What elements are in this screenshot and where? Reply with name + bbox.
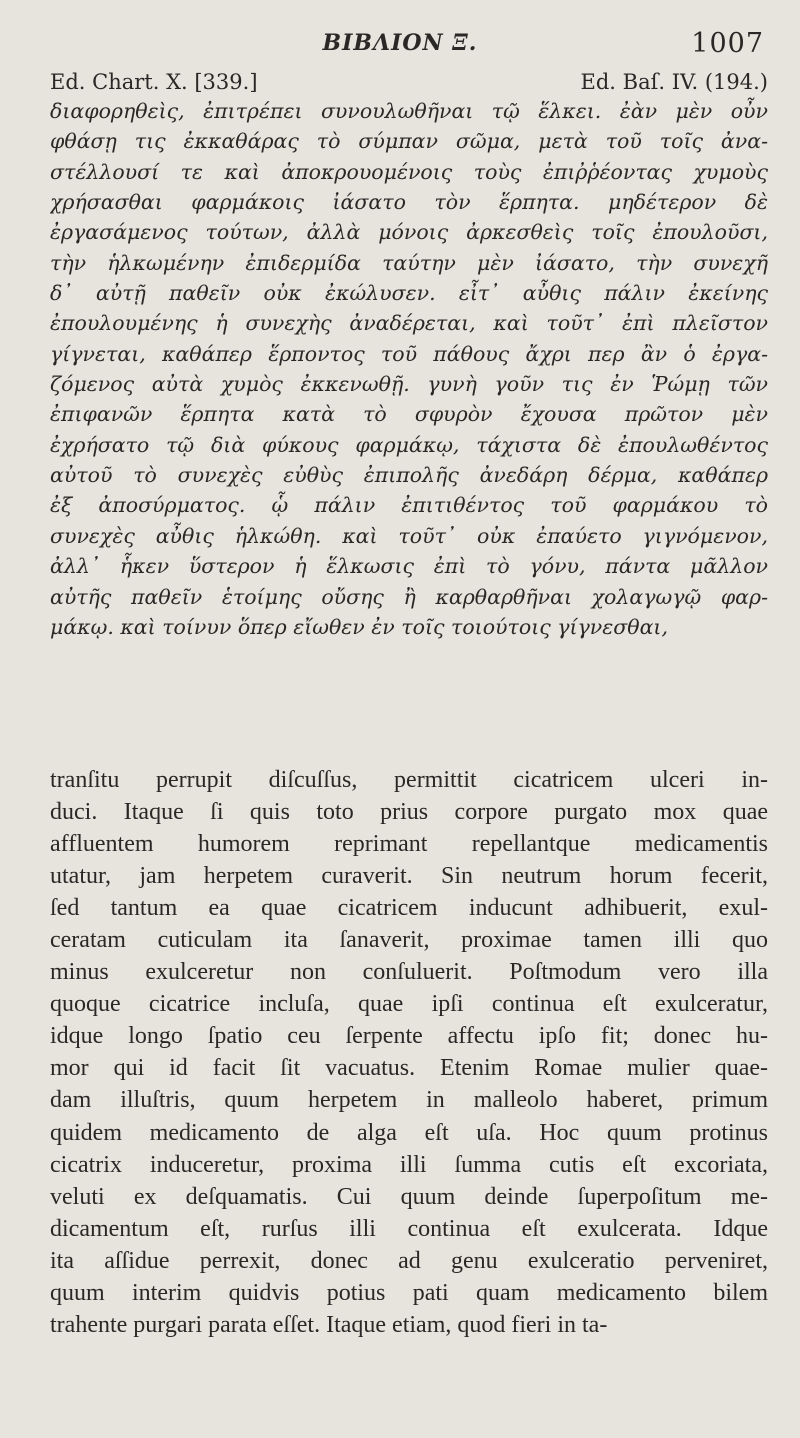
greek-text-line: φθάσῃ τις ἐκκαθάρας τὸ σύμπαν σῶμα, μετὰ τοῦ τοῖς ἀνα-: [50, 129, 768, 154]
latin-text-line: idque longo ſpatio ceu ſerpente affectu ipſo fit; donec hu-: [50, 1023, 768, 1050]
latin-text-block: [50, 764, 768, 1341]
latin-text-line: dicamentum eſt, rurſus illi continua eſt exulcerata. Idque: [50, 1215, 768, 1242]
greek-text-line: ἐχρήσατο τῷ διὰ φύκους φαρμάκῳ, τάχιστα δὲ ἐπουλωθέντος: [50, 432, 768, 457]
greek-text-line: ἐπιφανῶν ἕρπητα κατὰ τὸ σφυρὸν ἔχουσα πρῶτον μὲν: [50, 402, 768, 427]
latin-text-line: ita aſſidue perrexit, donec ad genu exulceratio perveniret,: [50, 1247, 768, 1274]
greek-text-line: χρήσασθαι φαρμάκοις ἰάσατο τὸν ἕρπητα. μηδέτερον δὲ: [50, 190, 768, 215]
greek-text-line: δ᾽ αὐτῇ παθεῖν οὐκ ἐκώλυσεν. εἶτ᾽ αὖθις πάλιν ἐκείνης: [50, 281, 768, 306]
latin-text-line: cicatrix induceretur, proxima illi ſumma cutis eſt excoriata,: [50, 1151, 768, 1178]
greek-text-line: μάκῳ. καὶ τοίνυν ὅπερ εἴωθεν ἐν τοῖς τοιούτοις γίγνεσθαι,: [50, 614, 668, 639]
greek-text-line: ἐπουλουμένης ἡ συνεχὴς ἀναδέρεται, καὶ τοῦτ᾽ ἐπὶ πλεῖστον: [50, 311, 768, 336]
latin-text-line: minus exulceretur non conſuluerit. Poſtmodum vero illa: [50, 959, 768, 986]
greek-text-line: ζόμενος αὐτὰ χυμὸς ἐκκενωθῇ. γυνὴ γοῦν τις ἐν Ῥώμῃ τῶν: [50, 372, 768, 397]
latin-text-line: duci. Itaque ſi quis toto prius corpore purgato mox quae: [50, 799, 768, 826]
edition-basel: Ed. Baſ. IV. (194.): [580, 70, 768, 94]
greek-text-line: ἐξ ἀποσύρματος. ᾧ πάλιν ἐπιτιθέντος τοῦ φαρμάκου τὸ: [50, 493, 768, 518]
book-title: ΒΙΒΛΙΟΝ Ξ.: [322, 30, 478, 56]
latin-text-line: dam illuſtris, quum herpetem in malleolo haberet, primum: [50, 1087, 768, 1114]
edition-chartier: Ed. Chart. X. [339.]: [50, 70, 258, 94]
latin-text-line: utatur, jam herpetem curaverit. Sin neutrum horum fecerit,: [50, 863, 768, 890]
greek-text-line: ἀλλ᾽ ἧκεν ὕστερον ἡ ἕλκωσις ἐπὶ τὸ γόνυ, πάντα μᾶλλον: [50, 554, 768, 579]
latin-text-line: quum interim quidvis potius pati quam medicamento bilem: [50, 1279, 768, 1306]
greek-text-line: διαφορηθεὶς, ἐπιτρέπει συνουλωθῆναι τῷ ἕλκει. ἐὰν μὲν οὖν: [50, 99, 768, 123]
greek-text-line: ἐργασάμενος τούτων, ἀλλὰ μόνοις ἀρκεσθεὶς τοῖς ἐπουλοῦσι,: [50, 220, 768, 245]
greek-text-block: [50, 96, 768, 642]
greek-text-line: αὐτοῦ τὸ συνεχὲς εὐθὺς ἐπιπολῆς ἀνεδάρη δέρμα, καθάπερ: [50, 463, 768, 488]
greek-text-line: στέλλουσί τε καὶ ἀποκρουομένοις τοὺς ἐπιῤῥέοντας χυμοὺς: [50, 159, 768, 184]
latin-text-line: ſed tantum ea quae cicatricem inducunt adhibuerit, exul-: [50, 895, 768, 922]
greek-text-line: συνεχὲς αὖθις ἡλκώθη. καὶ τοῦτ᾽ οὐκ ἐπαύετο γιγνόμενον,: [50, 523, 768, 548]
greek-text-line: αὐτῆς παθεῖν ἑτοίμης οὔσης ἢ καρθαρθῆναι χολαγωγῷ φαρ-: [50, 584, 768, 609]
latin-text-line: quidem medicamento de alga eſt uſa. Hoc quum protinus: [50, 1119, 768, 1146]
greek-text-line: τὴν ἡλκωμένην ἐπιδερμίδα ταύτην μὲν ἰάσατο, τὴν συνεχῆ: [50, 250, 768, 275]
latin-text-line: affluentem humorem reprimant repellantque medicamentis: [50, 831, 768, 858]
running-head: [0, 28, 800, 68]
latin-text-line: ceratam cuticulam ita ſanaverit, proximae tamen illi quo: [50, 927, 768, 954]
latin-text-line: mor qui id facit ſit vacuatus. Etenim Romae mulier quae-: [50, 1055, 768, 1082]
page-number: 1007: [691, 28, 764, 59]
latin-text-line: trahente purgari parata eſſet. Itaque etiam, quod fieri in ta-: [50, 1311, 608, 1338]
latin-text-line: veluti ex deſquamatis. Cui quum deinde ſuperpoſitum me-: [50, 1183, 768, 1210]
latin-text-line: tranſitu perrupit diſcuſſus, permittit cicatricem ulceri in-: [50, 767, 768, 793]
greek-text-line: γίγνεται, καθάπερ ἕρποντος τοῦ πάθους ἄχρι περ ἂν ὁ ἐργα-: [50, 341, 768, 366]
latin-text-line: quoque cicatrice incluſa, quae ipſi continua eſt exulceratur,: [50, 991, 768, 1018]
